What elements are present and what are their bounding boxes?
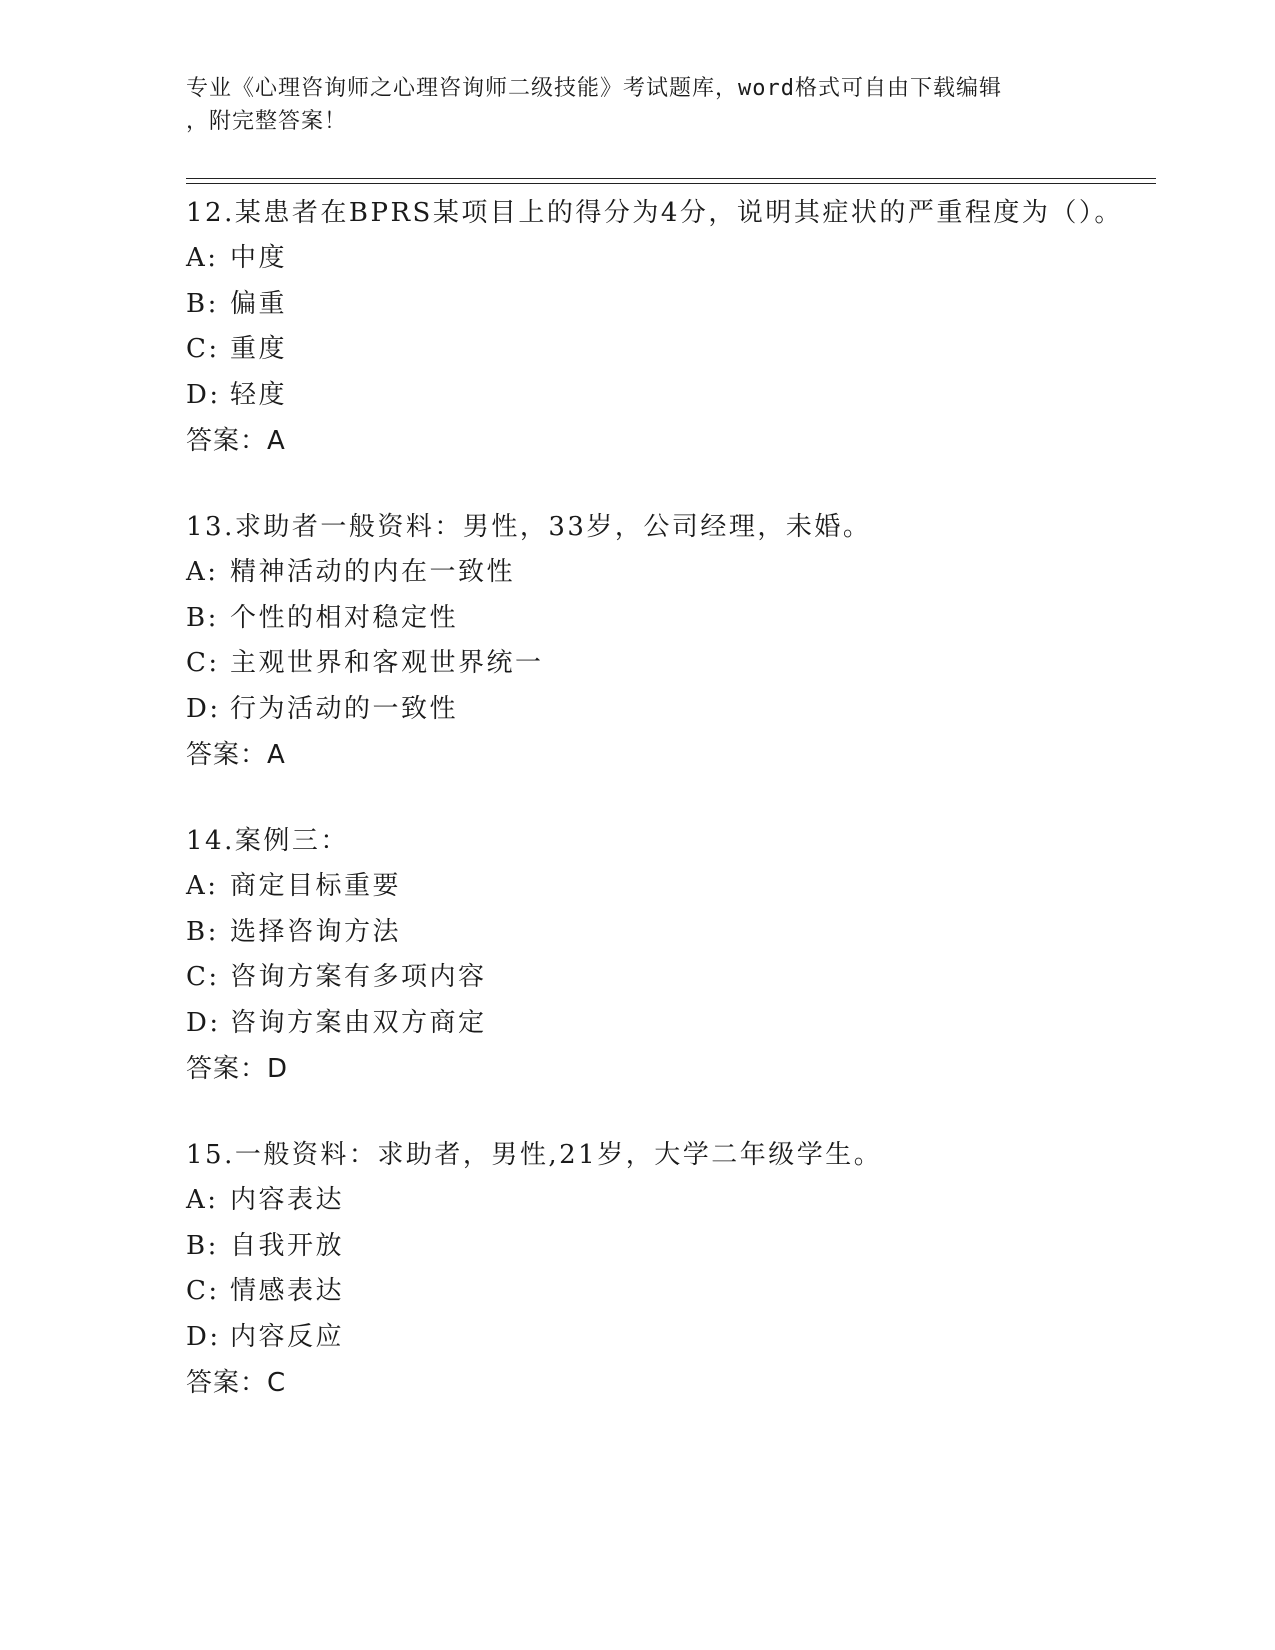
question-stem: 13.求助者一般资料：男性，33岁，公司经理，未婚。 — [186, 512, 872, 542]
option-a — [186, 864, 1156, 910]
option-text: 选择咨询方法 — [230, 916, 402, 947]
option-text: 咨询方案有多项内容 — [230, 962, 487, 992]
option-letter: C: — [186, 648, 220, 678]
option-text: 内容表达 — [230, 1185, 345, 1215]
question-stem: 14.案例三： — [186, 826, 349, 856]
option-text: 咨询方案由双方商定 — [230, 1007, 487, 1038]
option-letter: A: — [186, 243, 219, 273]
option-text: 内容反应 — [230, 1321, 345, 1352]
question-12 — [186, 190, 1156, 464]
option-letter: A: — [186, 1185, 219, 1215]
answer-line: 答案：A — [186, 426, 286, 456]
option-letter: C: — [186, 334, 220, 364]
header-line-2: ，附完整答案！ — [186, 109, 348, 134]
option-letter: A: — [186, 557, 219, 587]
header-line-1: 专业《心理咨询师之心理咨询师二级技能》考试题库，word格式可自由下载编辑 — [186, 76, 1002, 101]
option-text: 个性的相对稳定性 — [230, 602, 459, 633]
option-text: 偏重 — [230, 288, 288, 319]
answer-line: 答案：C — [186, 1368, 287, 1398]
option-letter: C: — [186, 1276, 220, 1306]
answer-line: 答案：A — [186, 740, 286, 770]
option-letter: C: — [186, 962, 220, 992]
option-text: 自我开放 — [230, 1230, 345, 1261]
option-a — [186, 550, 1156, 596]
option-c — [186, 641, 1156, 687]
option-b — [186, 282, 1156, 328]
document-page — [186, 0, 1156, 1650]
question-13 — [186, 504, 1156, 778]
option-letter: D: — [186, 693, 221, 724]
option-d — [186, 373, 1156, 419]
option-letter: D: — [186, 379, 221, 410]
answer-line: 答案：D — [186, 1054, 289, 1084]
option-text: 轻度 — [230, 379, 288, 410]
option-d — [186, 1315, 1156, 1361]
option-text: 中度 — [230, 243, 288, 273]
document-header — [186, 72, 1086, 138]
question-14 — [186, 818, 1156, 1092]
option-letter: B: — [186, 1230, 219, 1261]
question-stem: 15.一般资料：求助者，男性,21岁，大学二年级学生。 — [186, 1140, 883, 1170]
option-d — [186, 1001, 1156, 1047]
question-list — [186, 190, 1156, 1446]
option-text: 情感表达 — [230, 1276, 345, 1306]
option-b — [186, 596, 1156, 642]
option-letter: B: — [186, 916, 219, 947]
option-text: 精神活动的内在一致性 — [230, 557, 516, 587]
header-divider — [186, 178, 1156, 184]
option-c — [186, 1269, 1156, 1315]
question-15 — [186, 1132, 1156, 1406]
option-letter: B: — [186, 288, 219, 319]
option-c — [186, 955, 1156, 1001]
question-stem: 12.某患者在BPRS某项目上的得分为4分，说明其症状的严重程度为（）。 — [186, 198, 1123, 228]
option-letter: B: — [186, 602, 219, 633]
option-text: 主观世界和客观世界统一 — [230, 648, 544, 678]
option-a — [186, 236, 1156, 282]
option-text: 重度 — [230, 334, 288, 364]
option-letter: D: — [186, 1321, 221, 1352]
option-c — [186, 327, 1156, 373]
option-letter: A: — [186, 871, 219, 901]
option-text: 商定目标重要 — [230, 871, 402, 901]
option-letter: D: — [186, 1007, 221, 1038]
option-b — [186, 910, 1156, 956]
option-d — [186, 687, 1156, 733]
option-text: 行为活动的一致性 — [230, 693, 459, 724]
option-a — [186, 1178, 1156, 1224]
option-b — [186, 1224, 1156, 1270]
